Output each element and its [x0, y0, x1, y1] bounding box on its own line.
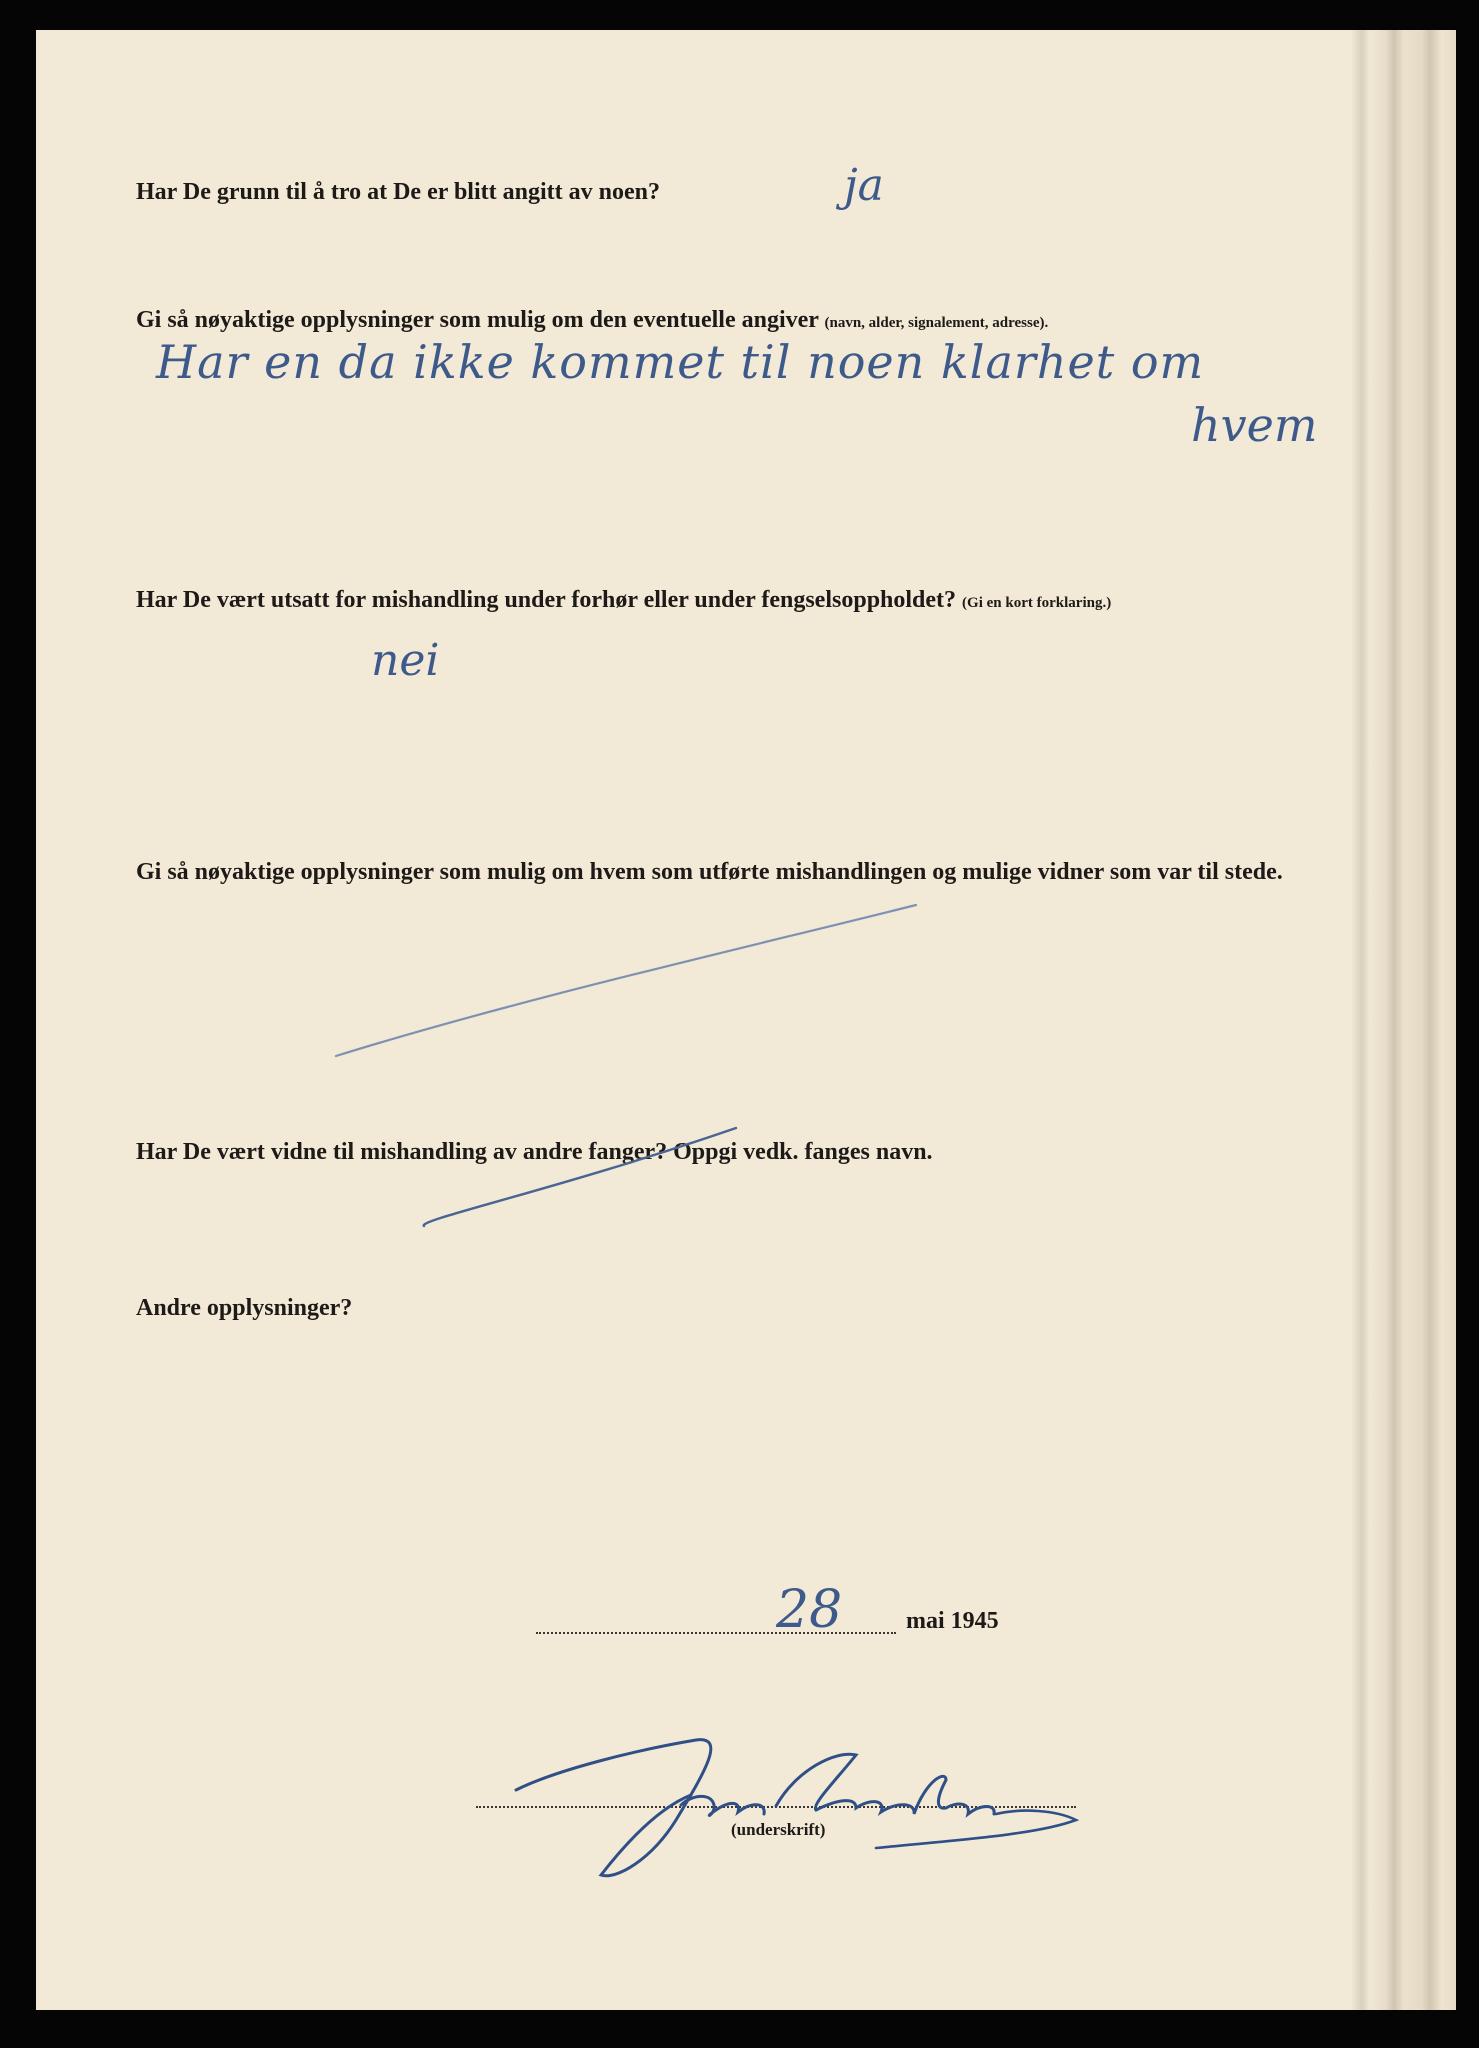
answer-informer-line-1: Har en da ikke kommet til noen klarhet om — [156, 335, 1205, 389]
question-informer-note: (navn, alder, signalement, adresse). — [824, 315, 1049, 331]
signature-label: (underskrift) — [731, 1820, 826, 1839]
question-mistreatment-main: Har De vært utsatt for mishandling under forhør eller under fengselsoppholdet? — [136, 587, 957, 613]
signature-block — [476, 1710, 1096, 1910]
answer-denounced: ja — [844, 160, 884, 211]
question-other-information: Andre opplysninger? — [136, 1295, 353, 1321]
date-day: 28 — [776, 1580, 843, 1640]
date-month-year: mai 1945 — [906, 1608, 999, 1634]
dash-stroke-2 — [424, 1128, 736, 1226]
question-denounced: Har De grunn til å tro at De er blitt angitt av noen? — [136, 179, 660, 205]
document-page — [36, 30, 1456, 2010]
question-informer-main: Gi så nøyaktige opplysninger som mulig om den eventuelle angiver — [136, 307, 819, 333]
question-mistreatment-note: (Gi en kort forklaring.) — [962, 595, 1112, 611]
question-witness-to-others: Har De vært vidne til mishandling av andre fanger? Oppgi vedk. fanges navn. — [136, 1139, 933, 1165]
question-perpetrators-witnesses: Gi så nøyaktige opplysninger som mulig om hvem som utførte mishandlingen og mulige vidner som var til stede. — [136, 859, 1283, 885]
handwritten-signature — [476, 1710, 1096, 1910]
date-line — [536, 1580, 1046, 1642]
dash-stroke-1 — [336, 905, 916, 1056]
answer-mistreatment: nei — [371, 635, 440, 686]
answer-informer-line-2: hvem — [1191, 398, 1318, 452]
